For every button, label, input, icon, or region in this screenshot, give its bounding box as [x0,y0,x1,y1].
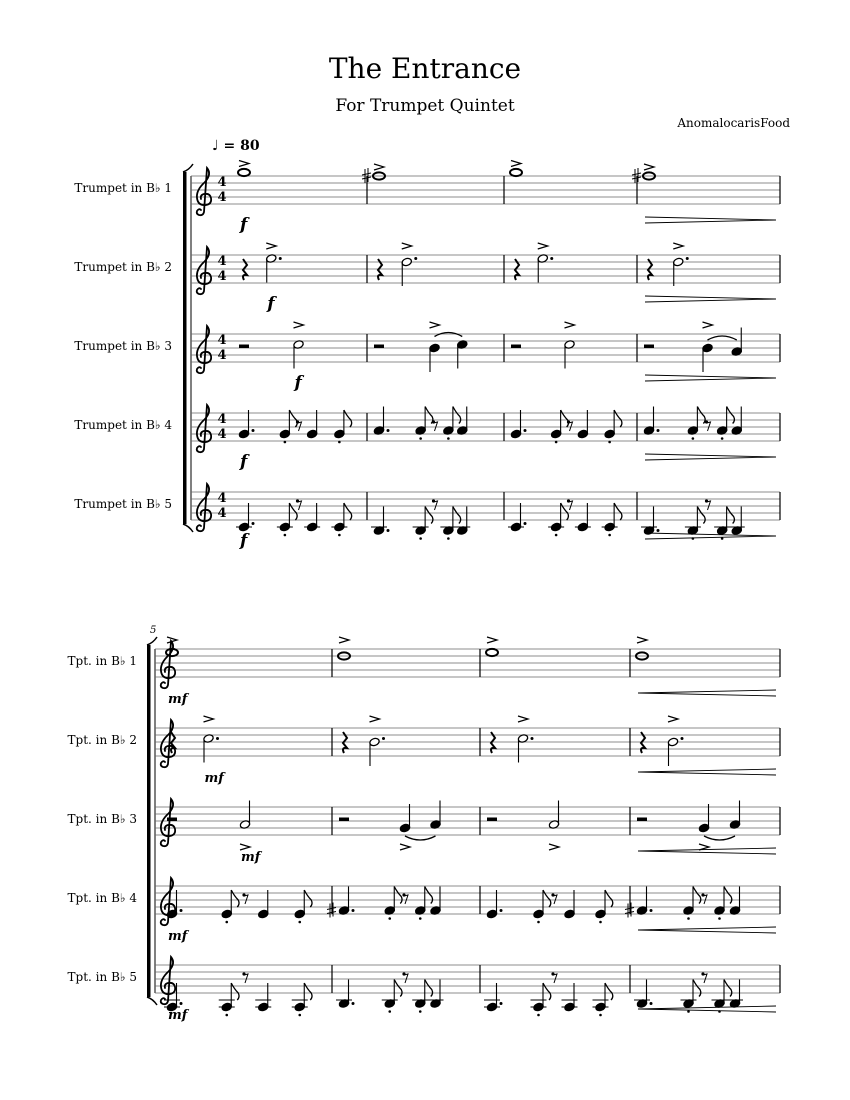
staccato-dot [687,1010,690,1013]
eighth-flag [289,503,297,520]
accent-mark [430,322,440,328]
eighth-flag [693,887,701,904]
dynamic-marking: mf [168,929,188,944]
augmentation-dot [252,522,255,525]
time-signature-numerator: 4 [217,412,227,427]
augmentation-dot [352,909,355,912]
accent-mark [239,161,249,167]
dynamic-marking: f [240,452,248,472]
accent-mark [565,322,575,328]
eighth-rest-stem [553,895,557,904]
eighth-flag [605,890,613,907]
decrescendo-hairpin [645,296,776,302]
augmentation-dot [681,737,684,740]
eighth-flag [289,410,297,427]
eighth-rest-stem [707,501,711,510]
accent-mark [703,322,713,328]
score-title: The Entrance [328,52,522,85]
dynamic-marking: f [240,531,248,551]
whole-note [238,169,250,176]
staccato-dot [225,1014,228,1017]
dynamic-marking: mf [168,692,188,707]
time-signature-numerator: 4 [217,175,227,190]
time-signature-denominator: 4 [217,427,227,442]
staccato-dot [419,537,422,540]
accent-mark [518,716,528,722]
accent-mark [374,164,384,170]
eighth-rest-stem [569,422,573,431]
composer: AnomalocarisFood [677,116,790,130]
staff-label: Trumpet in B♭ 2 [74,260,172,274]
staccato-dot [338,441,341,444]
slur [708,336,737,340]
slur [704,836,735,840]
staccato-dot [284,534,287,537]
staccato-dot [599,921,602,924]
slur [405,836,436,840]
treble-clef-icon [161,720,175,767]
time-signature [215,254,229,284]
crescendo-hairpin [638,1006,776,1012]
accent-mark [538,243,548,249]
crescendo-hairpin [638,927,776,933]
staccato-dot [419,437,422,440]
eighth-flag [561,503,569,520]
staccato-dot [284,441,287,444]
eighth-rest-stem [244,895,248,904]
augmentation-dot [500,1002,503,1005]
eighth-flag [304,983,312,1000]
eighth-rest-stem [298,422,302,431]
measure-number: 5 [150,625,157,636]
augmentation-dot [657,429,660,432]
augmentation-dot [352,1002,355,1005]
half-rest-icon [167,818,177,822]
half-rest-icon [239,345,249,349]
decrescendo-hairpin [645,375,776,381]
staff-label: Tpt. in B♭ 5 [67,970,137,984]
staccato-dot [388,917,391,920]
staccato-dot [447,437,450,440]
accent-mark [487,637,497,643]
staccato-dot [608,534,611,537]
augmentation-dot [387,429,390,432]
eighth-flag [394,887,402,904]
dynamic-marking: mf [241,850,261,865]
whole-note [510,169,522,176]
staff-label: Trumpet in B♭ 1 [74,181,172,195]
accent-mark [294,322,304,328]
eighth-flag [425,887,433,904]
half-rest-icon [339,818,349,822]
time-signature-numerator: 4 [217,254,227,269]
eighth-flag [614,410,622,427]
crescendo-hairpin [638,769,776,775]
staccato-dot [419,917,422,920]
tempo-marking: ♩ = 80 [212,138,260,154]
staccato-dot [298,1014,301,1017]
augmentation-dot [414,257,417,260]
system-bracket [183,172,187,524]
eighth-flag [231,890,239,907]
bracket-hook [183,524,193,532]
time-signature-denominator: 4 [217,269,227,284]
half-rest-icon [637,818,647,822]
staccato-dot [225,921,228,924]
system-bracket [147,645,151,997]
treble-clef-icon [161,799,175,846]
dynamic-marking: f [240,215,248,235]
time-signature-denominator: 4 [217,190,227,205]
eighth-rest-stem [434,501,438,510]
treble-clef-icon [197,168,211,215]
accent-mark [167,637,177,643]
eighth-rest-stem [569,501,573,510]
accent-mark [400,844,410,850]
eighth-rest-stem [404,974,408,983]
accent-mark [339,637,349,643]
augmentation-dot [500,909,503,912]
half-rest-icon [487,818,497,822]
staccato-dot [599,1014,602,1017]
eighth-rest-stem [434,422,438,431]
staccato-dot [537,921,540,924]
staccato-dot [298,921,301,924]
staccato-dot [692,437,695,440]
eighth-flag [614,503,622,520]
accent-mark [549,844,559,850]
treble-clef-icon [197,484,211,531]
eighth-flag [453,507,461,524]
accent-mark [402,243,412,249]
treble-clef-icon [161,957,175,1004]
accent-mark [644,164,654,170]
accent-mark [668,716,678,722]
eighth-flag [724,980,732,997]
staccato-dot [555,441,558,444]
augmentation-dot [531,737,534,740]
staccato-dot [447,537,450,540]
time-signature [215,175,229,205]
eighth-flag [425,407,433,424]
eighth-rest-stem [703,974,707,983]
eighth-rest-stem [707,422,711,431]
accent-mark [370,716,380,722]
staccato-dot [718,917,721,920]
eighth-flag [453,407,461,424]
eighth-rest-stem [244,974,248,983]
augmentation-dot [686,257,689,260]
eighth-rest-stem [553,974,557,983]
staff-label: Tpt. in B♭ 4 [67,891,137,905]
time-signature-denominator: 4 [217,348,227,363]
staff-label: Tpt. in B♭ 3 [67,812,137,826]
staff-label: Trumpet in B♭ 5 [74,497,172,511]
staff-label: Trumpet in B♭ 4 [74,418,172,432]
half-rest-icon [644,345,654,349]
accent-mark [266,243,276,249]
treble-clef-icon [197,326,211,373]
half-rest-icon [511,345,521,349]
treble-clef-icon [197,247,211,294]
slur [435,333,463,337]
staff-label: Tpt. in B♭ 2 [67,733,137,747]
augmentation-dot [550,257,553,260]
accent-mark [637,637,647,643]
accent-mark [511,161,521,167]
time-signature-numerator: 4 [217,333,227,348]
whole-note [486,649,498,656]
treble-clef-icon [197,405,211,452]
staccato-dot [419,1010,422,1013]
decrescendo-hairpin [645,217,776,223]
time-signature-denominator: 4 [217,506,227,521]
augmentation-dot [180,1002,183,1005]
staccato-dot [687,917,690,920]
eighth-rest-stem [703,895,707,904]
staccato-dot [721,437,724,440]
eighth-flag [543,983,551,1000]
eighth-rest-stem [298,501,302,510]
augmentation-dot [650,1002,653,1005]
eighth-flag [231,983,239,1000]
augmentation-dot [279,257,282,260]
treble-clef-icon [161,878,175,925]
time-signature [215,412,229,442]
augmentation-dot [252,429,255,432]
augmentation-dot [657,529,660,532]
eighth-flag [561,410,569,427]
augmentation-dot [216,737,219,740]
eighth-flag [344,410,352,427]
eighth-flag [394,980,402,997]
staccato-dot [388,1010,391,1013]
crescendo-hairpin [638,848,776,854]
staccato-dot [537,1014,540,1017]
eighth-flag [724,887,732,904]
time-signature [215,333,229,363]
eighth-flag [304,890,312,907]
augmentation-dot [180,909,183,912]
dynamic-marking: mf [168,1008,188,1023]
eighth-flag [693,980,701,997]
eighth-flag [697,507,705,524]
staccato-dot [608,441,611,444]
bracket-hook [147,997,157,1005]
dynamic-marking: f [294,373,302,393]
half-rest-icon [374,345,384,349]
eighth-flag [344,503,352,520]
eighth-flag [727,407,735,424]
augmentation-dot [387,529,390,532]
eighth-flag [425,507,433,524]
time-signature-numerator: 4 [217,491,227,506]
time-signature [215,491,229,521]
eighth-flag [605,983,613,1000]
augmentation-dot [524,429,527,432]
eighth-flag [425,980,433,997]
dynamic-marking: mf [204,771,224,786]
augmentation-dot [382,737,385,740]
staccato-dot [555,534,558,537]
eighth-rest-stem [404,895,408,904]
accent-mark [673,243,683,249]
eighth-flag [727,507,735,524]
eighth-flag [697,407,705,424]
bracket-hook [147,637,157,645]
staff-label: Tpt. in B♭ 1 [67,654,137,668]
staff-label: Trumpet in B♭ 3 [74,339,172,353]
eighth-flag [543,890,551,907]
crescendo-hairpin [638,690,776,696]
accent-mark [204,716,214,722]
score-subtitle: For Trumpet Quintet [335,96,515,116]
decrescendo-hairpin [645,454,776,460]
decrescendo-hairpin [645,533,776,539]
bracket-hook [183,164,193,172]
staccato-dot [338,534,341,537]
augmentation-dot [524,522,527,525]
augmentation-dot [650,909,653,912]
dynamic-marking: f [267,294,275,314]
